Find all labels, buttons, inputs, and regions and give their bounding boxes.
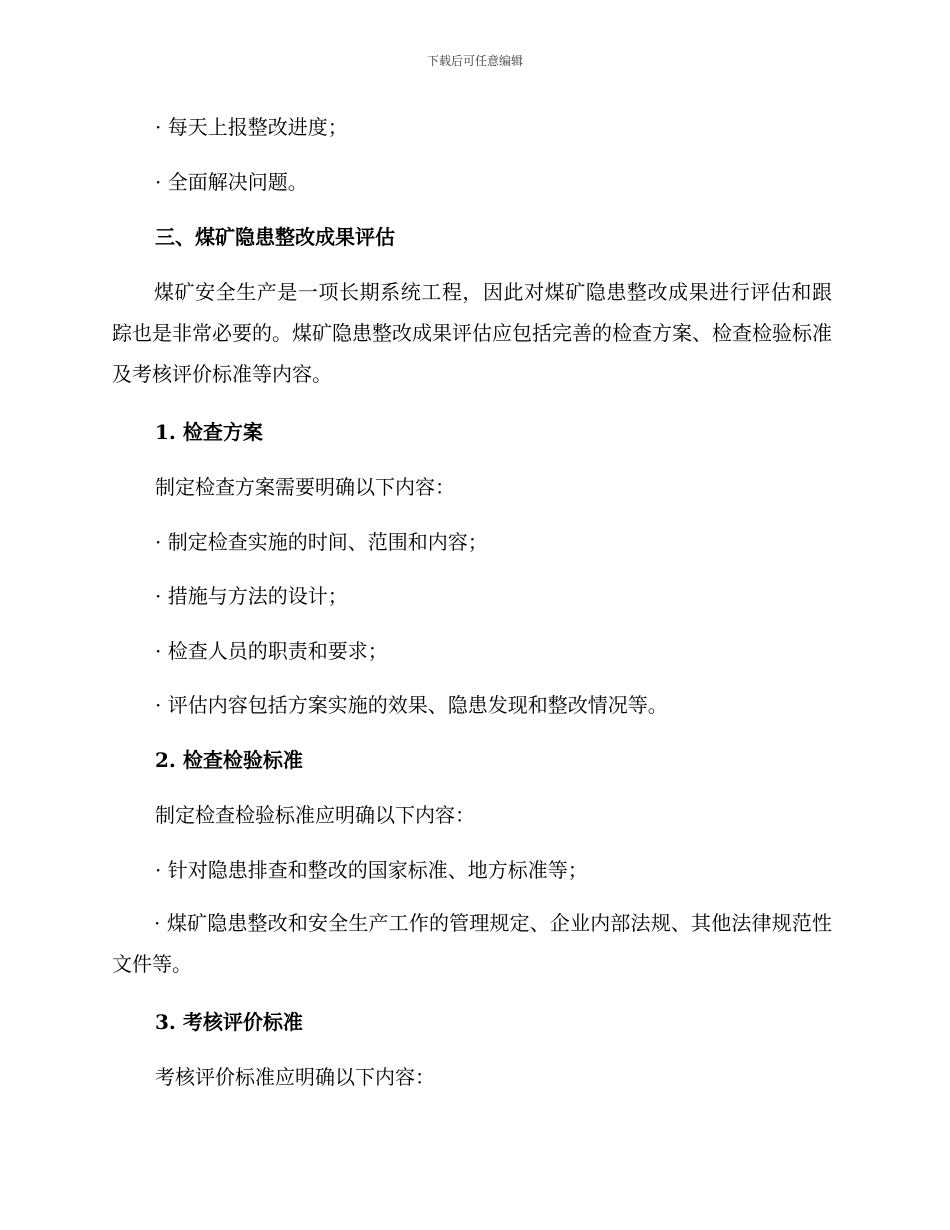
subsection-heading: 3. 考核评价标准	[155, 1010, 303, 1034]
bullet-item-long: · 煤矿隐患整改和安全生产工作的管理规定、企业内部法规、其他法律规范性文件等。	[112, 911, 832, 976]
bullet-item: · 评估内容包括方案实施的效果、隐患发现和整改情况等。	[155, 693, 668, 717]
body-line: 考核评价标准应明确以下内容：	[155, 1065, 435, 1089]
bullet-item: · 检查人员的职责和要求；	[155, 639, 388, 663]
bullet-item: · 制定检查实施的时间、范围和内容；	[155, 530, 488, 554]
body-paragraph: 煤矿安全生产是一项长期系统工程，因此对煤矿隐患整改成果进行评估和跟踪也是非常必要的。煤矿隐患整改成果评估应包括完善的检查方案、检查检验标准及考核评价标准等内容。	[112, 280, 832, 386]
bullet-item: · 针对隐患排查和整改的国家标准、地方标准等；	[155, 858, 588, 882]
bullet-item: · 全面解决问题。	[155, 170, 308, 194]
body-line: 制定检查方案需要明确以下内容：	[155, 475, 455, 499]
subsection-heading: 1. 检查方案	[155, 420, 263, 444]
page-header: 下载后可任意编辑	[426, 54, 523, 68]
bullet-item: · 措施与方法的设计；	[155, 584, 348, 608]
section-heading: 三、煤矿隐患整改成果评估	[155, 225, 395, 249]
body-line: 制定检查检验标准应明确以下内容：	[155, 803, 475, 827]
bullet-item: · 每天上报整改进度；	[155, 115, 348, 139]
subsection-heading: 2. 检查检验标准	[155, 748, 303, 772]
